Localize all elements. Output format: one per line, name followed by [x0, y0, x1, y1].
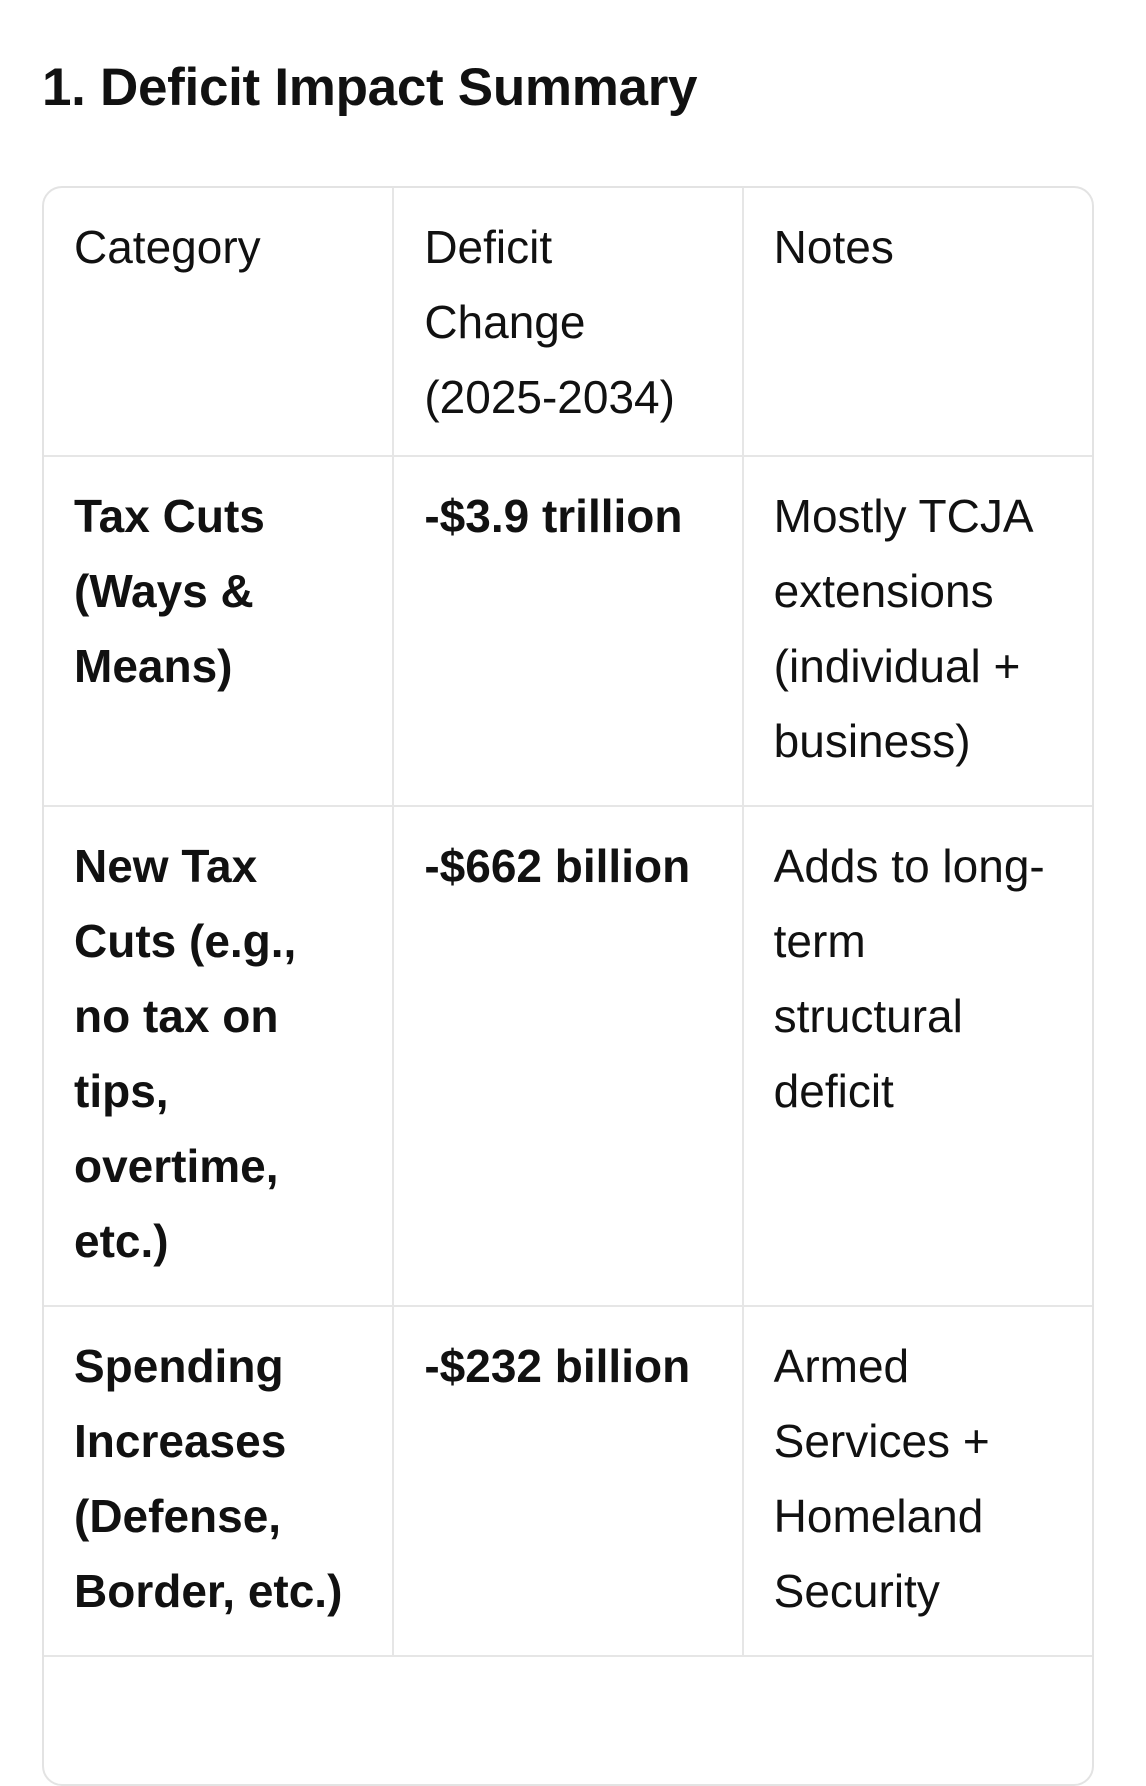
deficit-impact-table	[44, 188, 1092, 1657]
deficit-change-cell: -$3.9 trillion	[393, 456, 742, 806]
table-header-row	[44, 188, 1092, 456]
table-row	[44, 456, 1092, 806]
column-header-category: Category	[44, 188, 393, 456]
column-header-deficit-change: Deficit Change (2025-2034)	[393, 188, 742, 456]
deficit-table-container	[42, 186, 1094, 1786]
table-body	[44, 456, 1092, 1656]
table-row	[44, 806, 1092, 1306]
deficit-change-cell: -$232 billion	[393, 1306, 742, 1656]
page-title: 1. Deficit Impact Summary	[42, 58, 698, 117]
category-cell: New Tax Cuts (e.g., no tax on tips, overtime, etc.)	[44, 806, 393, 1306]
notes-cell: Armed Services + Homeland Security	[743, 1306, 1092, 1656]
notes-cell: Adds to long-term structural deficit	[743, 806, 1092, 1306]
deficit-change-cell: -$662 billion	[393, 806, 742, 1306]
category-cell: Tax Cuts (Ways & Means)	[44, 456, 393, 806]
table-header	[44, 188, 1092, 456]
column-header-notes: Notes	[743, 188, 1092, 456]
category-cell: Spending Increases (Defense, Border, etc.)	[44, 1306, 393, 1656]
table-row	[44, 1306, 1092, 1656]
notes-cell: Mostly TCJA extensions (individual + business)	[743, 456, 1092, 806]
